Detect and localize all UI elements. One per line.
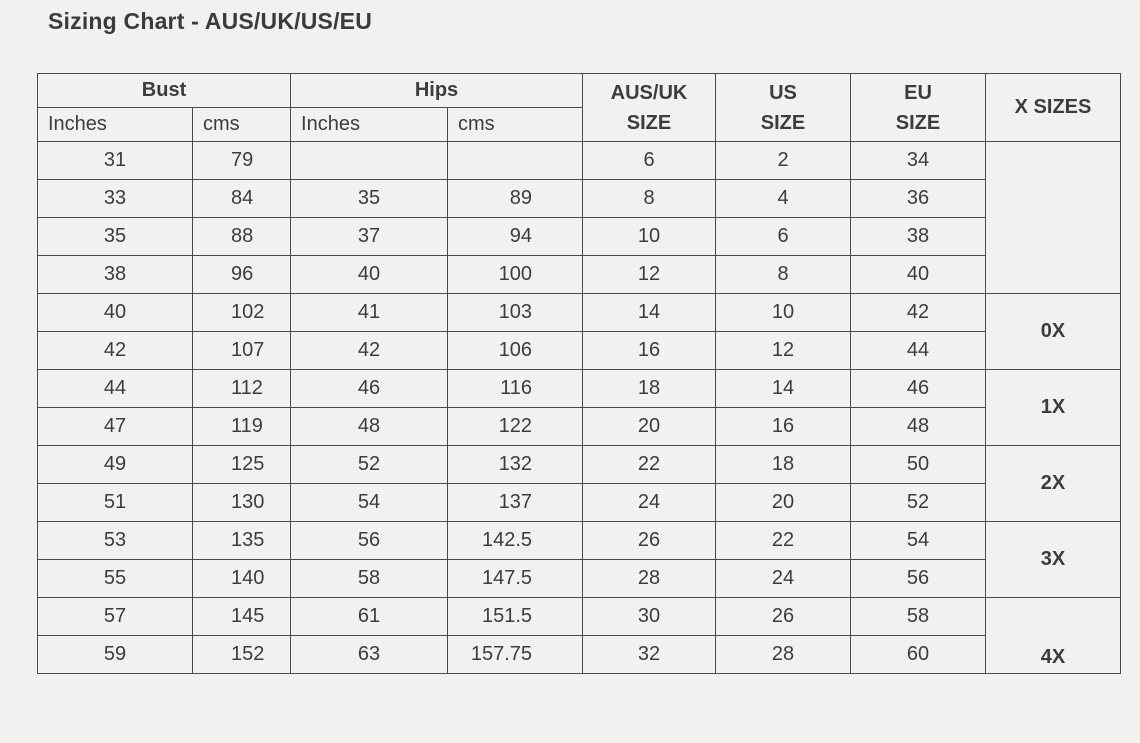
us-size-cell: 14: [716, 370, 851, 408]
bust-inches-cell: 57: [38, 598, 193, 636]
aus-uk-size-cell: 24: [583, 484, 716, 522]
eu-size-cell: 60: [851, 636, 986, 674]
bust-inches-cell: 49: [38, 446, 193, 484]
bust-inches-cell: 42: [38, 332, 193, 370]
bust-cms-cell: 107: [193, 332, 291, 370]
aus-uk-size-cell: 26: [583, 522, 716, 560]
eu-size-cell: 44: [851, 332, 986, 370]
bust-cms-cell: 125: [193, 446, 291, 484]
hips-inches-cell: 48: [291, 408, 448, 446]
aus-uk-size-cell: 32: [583, 636, 716, 674]
hips-cms-cell: 132: [448, 446, 583, 484]
hips-cms-cell: 142.5: [448, 522, 583, 560]
bust-inches-cell: 31: [38, 142, 193, 180]
hips-inches-cell: 46: [291, 370, 448, 408]
bust-inches-cell: 35: [38, 218, 193, 256]
aus-uk-size-cell: 18: [583, 370, 716, 408]
eu-size-cell: 46: [851, 370, 986, 408]
bust-inches-cell: 51: [38, 484, 193, 522]
bust-cms-cell: 79: [193, 142, 291, 180]
bust-cms-cell: 140: [193, 560, 291, 598]
x-size-cell: 1X: [986, 370, 1121, 446]
bust-inches-cell: 47: [38, 408, 193, 446]
bust-inches-cell: 53: [38, 522, 193, 560]
eu-size-cell: 54: [851, 522, 986, 560]
eu-size-header: [851, 74, 986, 142]
us-size-cell: 6: [716, 218, 851, 256]
hips-inches-cell: 37: [291, 218, 448, 256]
us-size-cell: 4: [716, 180, 851, 218]
table-row: [38, 598, 1121, 636]
us-size-cell: 12: [716, 332, 851, 370]
bust-cms-cell: 88: [193, 218, 291, 256]
x-sizes-header: X SIZES: [986, 74, 1121, 142]
hips-cms-cell: [448, 142, 583, 180]
hips-inches-cell: 42: [291, 332, 448, 370]
us-size-cell: 8: [716, 256, 851, 294]
hips-inches-cell: 40: [291, 256, 448, 294]
aus-uk-size-cell: 6: [583, 142, 716, 180]
bust-cms-cell: 96: [193, 256, 291, 294]
bust-inches-cell: 55: [38, 560, 193, 598]
aus-uk-size-cell: 30: [583, 598, 716, 636]
table-row: [38, 446, 1121, 484]
bust-inches-cell: 38: [38, 256, 193, 294]
bust-cms-cell: 145: [193, 598, 291, 636]
bust-cms-cell: 84: [193, 180, 291, 218]
hips-inches-cell: 35: [291, 180, 448, 218]
bust-header: Bust: [38, 74, 291, 108]
us-size-cell: 2: [716, 142, 851, 180]
eu-size-cell: 34: [851, 142, 986, 180]
eu-size-cell: 58: [851, 598, 986, 636]
us-size-cell: 18: [716, 446, 851, 484]
table-row: [38, 560, 1121, 598]
hips-cms-cell: 100: [448, 256, 583, 294]
page-title: Sizing Chart - AUS/UK/US/EU: [48, 8, 373, 34]
us-size-header: [716, 74, 851, 142]
bust-cms-cell: 130: [193, 484, 291, 522]
bust-cms-cell: 152: [193, 636, 291, 674]
hips-inches-cell: [291, 142, 448, 180]
aus-uk-size-cell: 10: [583, 218, 716, 256]
hips-inches-cell: 41: [291, 294, 448, 332]
table-row: [38, 142, 1121, 180]
hips-cms-cell: 147.5: [448, 560, 583, 598]
hips-cms-cell: 157.75: [448, 636, 583, 674]
eu-size-cell: 40: [851, 256, 986, 294]
hips-cms-cell: 137: [448, 484, 583, 522]
us-size-cell: 20: [716, 484, 851, 522]
table-row: [38, 218, 1121, 256]
hips-cms-cell: 116: [448, 370, 583, 408]
bust-inches-header: Inches: [38, 108, 193, 142]
table-row: [38, 256, 1121, 294]
us-size-cell: 10: [716, 294, 851, 332]
aus-uk-header-line2: SIZE: [626, 111, 672, 134]
hips-inches-cell: 58: [291, 560, 448, 598]
table-row: [38, 636, 1121, 674]
hips-inches-cell: 56: [291, 522, 448, 560]
bust-inches-cell: 33: [38, 180, 193, 218]
table-row: [38, 332, 1121, 370]
aus-uk-size-cell: 12: [583, 256, 716, 294]
table-row: [38, 484, 1121, 522]
aus-uk-size-cell: 16: [583, 332, 716, 370]
hips-cms-cell: 122: [448, 408, 583, 446]
us-header-line2: SIZE: [760, 111, 806, 134]
us-size-cell: 28: [716, 636, 851, 674]
bust-cms-cell: 112: [193, 370, 291, 408]
bust-inches-cell: 40: [38, 294, 193, 332]
eu-size-cell: 42: [851, 294, 986, 332]
table-row: [38, 408, 1121, 446]
eu-size-cell: 38: [851, 218, 986, 256]
us-header-line1: US: [769, 81, 797, 104]
aus-uk-size-cell: 8: [583, 180, 716, 218]
hips-cms-cell: 106: [448, 332, 583, 370]
x-size-cell: 3X: [986, 522, 1121, 598]
sizing-table: [37, 73, 1121, 674]
hips-cms-cell: 151.5: [448, 598, 583, 636]
table-row: [38, 180, 1121, 218]
aus-uk-size-cell: 14: [583, 294, 716, 332]
x-size-cell: 0X: [986, 294, 1121, 370]
hips-inches-cell: 52: [291, 446, 448, 484]
hips-cms-header: cms: [448, 108, 583, 142]
x-size-cell: [986, 142, 1121, 294]
x-size-cell: 4X: [986, 598, 1121, 674]
bust-cms-header: cms: [193, 108, 291, 142]
aus-uk-size-header: [583, 74, 716, 142]
hips-cms-cell: 94: [448, 218, 583, 256]
hips-inches-header: Inches: [291, 108, 448, 142]
aus-uk-size-cell: 28: [583, 560, 716, 598]
eu-size-cell: 56: [851, 560, 986, 598]
eu-header-line1: EU: [904, 81, 932, 104]
hips-inches-cell: 63: [291, 636, 448, 674]
hips-cms-cell: 103: [448, 294, 583, 332]
hips-cms-cell: 89: [448, 180, 583, 218]
eu-size-cell: 48: [851, 408, 986, 446]
table-row: [38, 522, 1121, 560]
x-size-cell: 2X: [986, 446, 1121, 522]
hips-inches-cell: 54: [291, 484, 448, 522]
us-size-cell: 26: [716, 598, 851, 636]
eu-size-cell: 52: [851, 484, 986, 522]
bust-cms-cell: 102: [193, 294, 291, 332]
us-size-cell: 24: [716, 560, 851, 598]
hips-inches-cell: 61: [291, 598, 448, 636]
bust-inches-cell: 44: [38, 370, 193, 408]
aus-uk-size-cell: 20: [583, 408, 716, 446]
bust-cms-cell: 119: [193, 408, 291, 446]
us-size-cell: 22: [716, 522, 851, 560]
bust-inches-cell: 59: [38, 636, 193, 674]
hips-header: Hips: [291, 74, 583, 108]
table-row: [38, 294, 1121, 332]
eu-size-cell: 36: [851, 180, 986, 218]
table-row: [38, 370, 1121, 408]
aus-uk-size-cell: 22: [583, 446, 716, 484]
us-size-cell: 16: [716, 408, 851, 446]
eu-header-line2: SIZE: [895, 111, 941, 134]
bust-cms-cell: 135: [193, 522, 291, 560]
aus-uk-header-line1: AUS/UK: [610, 81, 688, 104]
eu-size-cell: 50: [851, 446, 986, 484]
